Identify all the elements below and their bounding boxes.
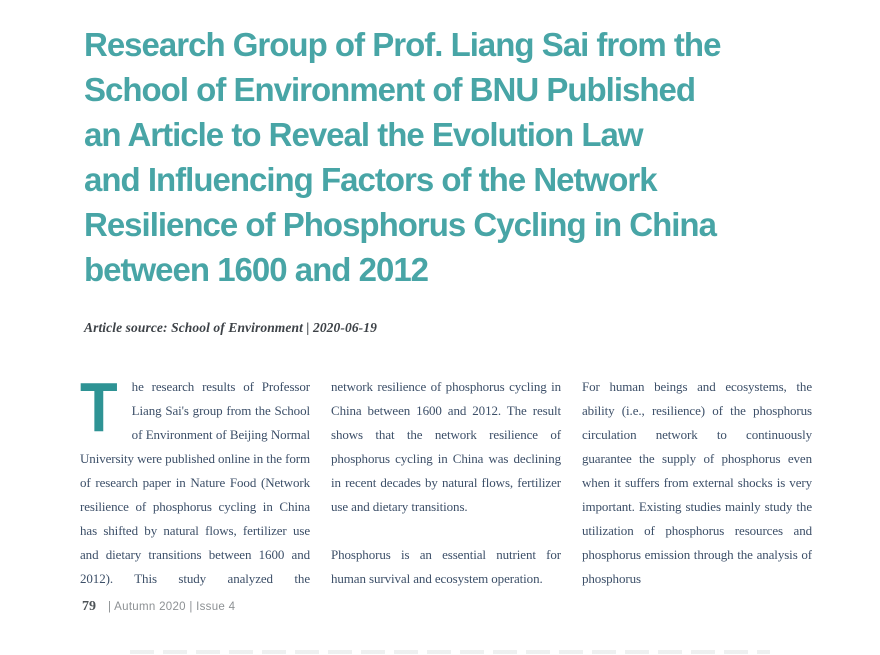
body-column-3 bbox=[582, 375, 812, 591]
article-title-line: School of Environment of BNU Published bbox=[84, 71, 696, 108]
paragraph bbox=[80, 375, 310, 591]
article-body bbox=[80, 375, 812, 591]
article-title-line: Research Group of Prof. Liang Sai from the bbox=[84, 26, 721, 63]
footer-issue-info: | Autumn 2020 | Issue 4 bbox=[108, 601, 236, 613]
page-edge-cutoff-strip bbox=[130, 650, 770, 654]
article-source-line: Article source: School of Environment | 2020-06-19 bbox=[84, 320, 377, 335]
paragraph-text: he research results of Professor Liang Sai's group from the School of Environment of Beijing Normal University were published online in the form of research paper in Nature Food (Network resilience of phosphorus cycling in China has shifted by natural flows, fertilizer use and dietary transitions between 1600 and 2012). This study analyzed the bbox=[80, 379, 310, 586]
article-title-line: and Influencing Factors of the Network bbox=[84, 161, 657, 198]
paragraph: For human beings and ecosystems, the ability (i.e., resilience) of the phosphorus circulation network to continuously guarantee the supply of phosphorus even when it suffers from external shocks is very important. Existing studies mainly study the utilization of phosphorus resources and phosphorus emission through the analysis of phosphorus bbox=[582, 379, 812, 586]
article-title-line: Resilience of Phosphorus Cycling in China bbox=[84, 206, 716, 243]
paragraph: Phosphorus is an essential nutrient for human survival and ecosystem operation. bbox=[331, 547, 561, 586]
article-title bbox=[84, 22, 824, 292]
body-column-2 bbox=[331, 375, 561, 591]
article-title-line: between 1600 and 2012 bbox=[84, 251, 429, 288]
article-title-line: an Article to Reveal the Evolution Law bbox=[84, 116, 643, 153]
page-footer bbox=[82, 599, 235, 615]
body-column-1 bbox=[80, 375, 310, 591]
paragraph: network resilience of phosphorus cycling in China between 1600 and 2012. The result shows that the network resilience of phosphorus cycling in China was declining in recent decades by natural flows, fertilizer use and dietary transitions. bbox=[331, 379, 561, 514]
dropcap-letter: T bbox=[80, 375, 118, 446]
page-number: 79 bbox=[82, 599, 96, 614]
